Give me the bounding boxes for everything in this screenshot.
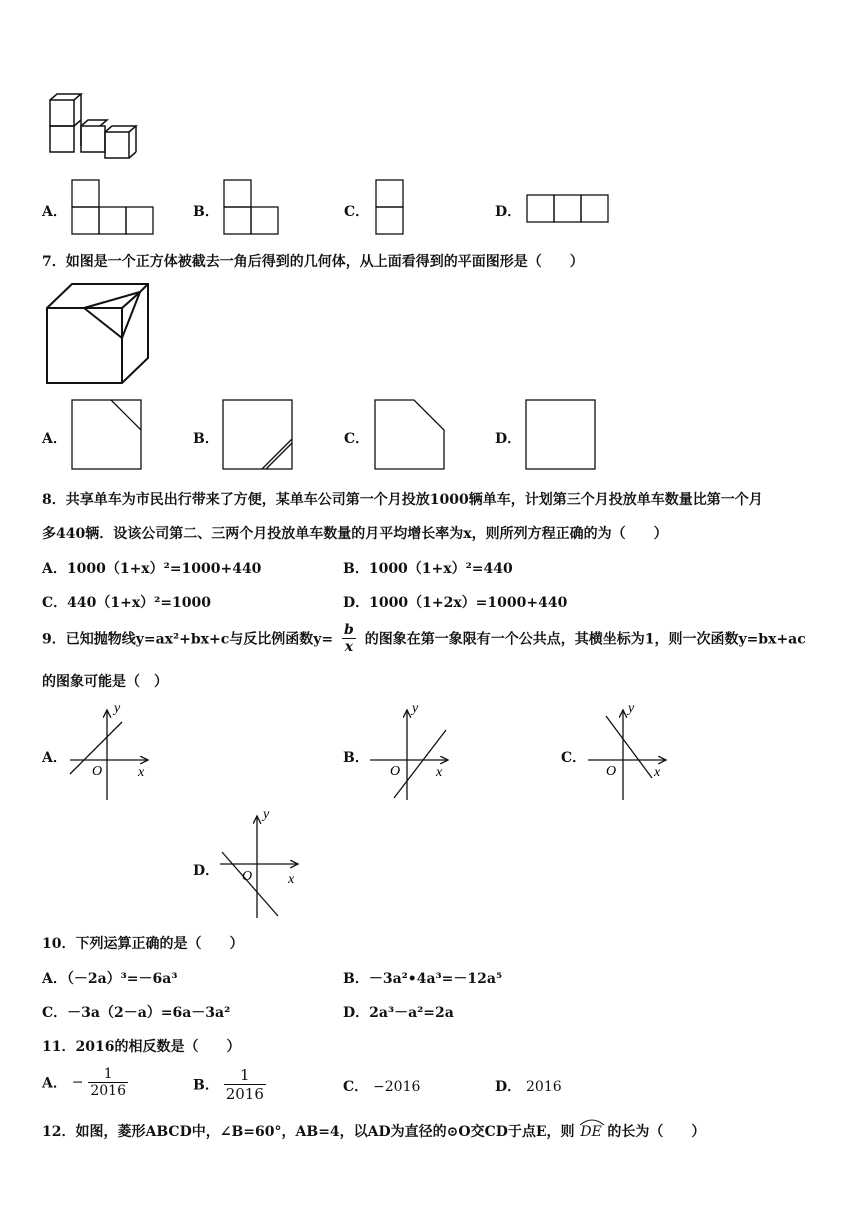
q11-option-b-label: B． [193, 1077, 219, 1094]
q9-a-axis-y: y [114, 701, 121, 716]
q9-fraction [342, 622, 356, 655]
q10-option-c[interactable]: C．－3a（2－a）=6a－3a² [42, 1005, 231, 1021]
arc-icon [579, 1118, 605, 1126]
q12-stem-post: 的长为（ ） [607, 1124, 706, 1140]
q8-option-c[interactable]: C．440（1+x）²=1000 [42, 595, 212, 611]
q9-stem-pre: 9．已知抛物线y=ax²+bx+c与反比例函数y= [42, 631, 334, 648]
q12-stem [42, 1121, 705, 1141]
q9-c-origin: O [606, 764, 617, 779]
q9-option-d-graph [216, 808, 316, 918]
q10-stem: 10．下列运算正确的是（ ） [42, 936, 244, 952]
q11-b-denominator: 2016 [225, 1085, 264, 1103]
q6-solid-figure [45, 92, 135, 162]
q11-option-a[interactable] [42, 1066, 128, 1099]
q9-c-axis-x: x [654, 765, 661, 780]
q9-c-axis-y: y [628, 701, 635, 716]
q10-option-b[interactable]: B．－3a²•4a³=－12a⁵ [343, 971, 503, 987]
q11-option-a-sign: − [71, 1074, 84, 1091]
q6-option-b-label[interactable]: B． [193, 204, 219, 220]
q12-arc-text: DE [580, 1124, 602, 1140]
q6-option-c-figure [375, 179, 405, 235]
q9-option-c-label[interactable]: C． [561, 750, 587, 766]
q11-b-numerator: 1 [224, 1066, 266, 1085]
q11-option-b-fraction [224, 1066, 266, 1103]
q7-truncated-cube-figure [44, 280, 154, 390]
q10-option-d[interactable]: D．2a³－a²=2a [343, 1005, 454, 1021]
q6-option-a-figure [71, 179, 155, 235]
q9-a-origin: O [92, 764, 103, 779]
q11-option-d[interactable] [495, 1076, 562, 1096]
q11-option-a-fraction [88, 1066, 128, 1099]
q9-b-origin: O [390, 764, 401, 779]
q11-option-c-label: C． [343, 1079, 369, 1095]
q9-b-axis-x: x [436, 765, 443, 780]
q12-arc-label [579, 1124, 607, 1140]
q9-fraction-numerator: b [344, 622, 354, 638]
q6-option-b-figure [223, 179, 279, 235]
q6-option-d-label[interactable]: D． [495, 204, 522, 220]
q7-option-a-label[interactable]: A． [42, 431, 67, 447]
q9-b-axis-y: y [412, 701, 419, 716]
q8-option-a[interactable]: A．1000（1+x）²=1000+440 [42, 561, 262, 577]
q9-option-d-label[interactable]: D． [193, 863, 220, 879]
q7-option-d-figure [525, 399, 597, 471]
q11-option-c-value: −2016 [373, 1079, 421, 1095]
q11-a-numerator: 1 [88, 1066, 128, 1083]
q7-option-c-label[interactable]: C． [344, 431, 370, 447]
q9-d-axis-x: x [288, 872, 295, 887]
q12-stem-pre: 12．如图，菱形ABCD中，∠B=60°，AB=4，以AD为直径的⊙O交CD于点E，则 [42, 1124, 575, 1140]
q11-a-denominator: 2016 [90, 1083, 126, 1099]
q7-option-b-figure [222, 399, 294, 471]
q8-option-d[interactable]: D．1000（1+2x）=1000+440 [343, 595, 568, 611]
q9-option-b-graph [366, 700, 466, 800]
q7-option-d-label[interactable]: D． [495, 431, 522, 447]
q9-stem-line1 [42, 622, 806, 655]
q7-option-b-label[interactable]: B． [193, 431, 219, 447]
q7-option-c-figure [374, 399, 446, 471]
q8-option-b[interactable]: B．1000（1+x）²=440 [343, 561, 513, 577]
q9-stem-line2: 的图象可能是（ ） [42, 674, 168, 690]
q6-option-d-figure [526, 194, 610, 224]
q9-option-b-label[interactable]: B． [343, 750, 369, 766]
q9-a-axis-x: x [138, 765, 145, 780]
q11-option-b[interactable] [193, 1066, 266, 1103]
q11-option-a-label: A． [42, 1075, 67, 1092]
q11-option-c[interactable] [343, 1076, 420, 1096]
q10-option-a[interactable]: A．（－2a）³=－6a³ [42, 971, 178, 987]
q9-d-axis-y: y [263, 807, 270, 822]
q8-stem-line2: 多440辆．设该公司第二、三两个月投放单车数量的月平均增长率为x，则所列方程正确的为（ ） [42, 526, 668, 542]
q11-stem: 11．2016的相反数是（ ） [42, 1039, 241, 1055]
q9-option-a-graph [64, 700, 164, 800]
q11-option-d-value: 2016 [526, 1079, 562, 1095]
q9-stem-post: 的图象在第一象限有一个公共点，其横坐标为1，则一次函数y=bx+ac [364, 631, 806, 648]
q8-stem-line1: 8．共享单车为市民出行带来了方便，某单车公司第一个月投放1000辆单车，计划第三个月投放单车数量比第一个月 [42, 492, 763, 508]
q6-option-a-label[interactable]: A． [42, 204, 67, 220]
q9-option-c-graph [584, 700, 684, 800]
q9-d-origin: O [242, 869, 253, 884]
q11-option-d-label: D． [495, 1079, 522, 1095]
q7-stem: 7．如图是一个正方体被截去一角后得到的几何体，从上面看得到的平面图形是（ ） [42, 254, 584, 270]
q7-option-a-figure [71, 399, 143, 471]
q6-option-c-label[interactable]: C． [344, 204, 370, 220]
q9-option-a-label[interactable]: A． [42, 750, 67, 766]
q9-fraction-denominator: x [344, 639, 354, 655]
